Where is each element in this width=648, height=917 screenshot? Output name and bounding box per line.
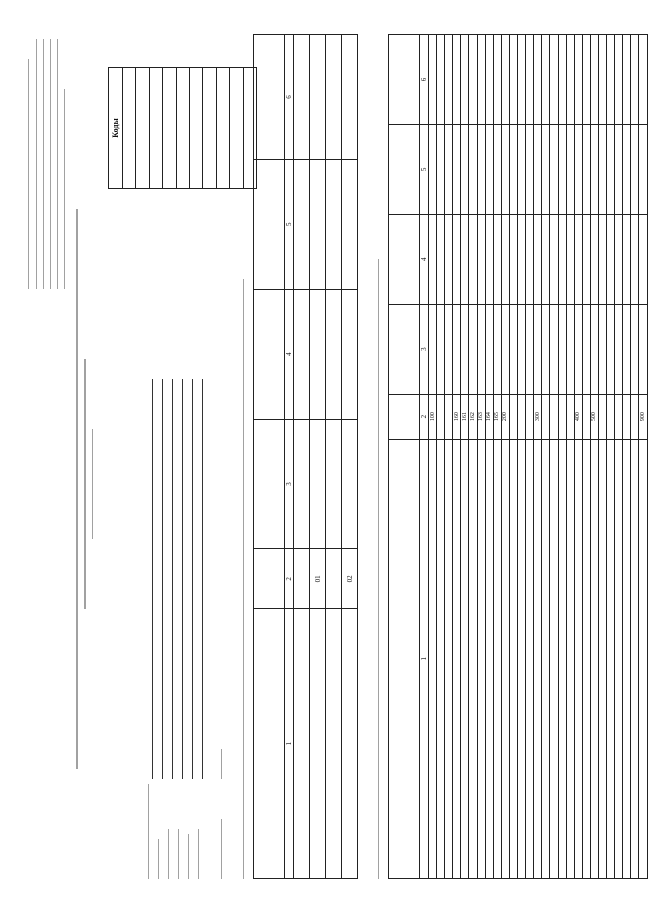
row-name [518,439,526,878]
table-row [558,35,566,879]
row-code: 161 [461,394,469,439]
value-cell[interactable] [639,304,647,394]
column-number: 5 [420,124,429,214]
value-cell[interactable] [542,35,550,125]
value-cell[interactable] [550,124,558,214]
value-cell[interactable] [477,35,485,125]
value-cell[interactable] [582,124,590,214]
codes-box-row [203,68,216,188]
row-code: 200 [501,394,509,439]
codes-box [108,67,257,189]
value-cell[interactable] [501,35,509,125]
codes-box-row [177,68,190,188]
header-cell [389,35,420,125]
row-code [615,394,623,439]
row-code [445,394,453,439]
table-row [326,35,342,879]
header-cell [254,419,285,549]
value-cell[interactable] [493,304,501,394]
table-row [437,35,445,879]
row-name [607,439,615,878]
value-cell[interactable] [582,214,590,304]
value-cell[interactable] [294,419,310,549]
value-cell[interactable] [310,35,326,160]
subsidy-table [253,34,358,879]
value-cell[interactable] [566,214,574,304]
appendix-text-line-1 [36,39,37,289]
row-name [310,609,326,879]
value-cell[interactable] [598,35,606,125]
row-code [566,394,574,439]
value-cell[interactable] [534,124,542,214]
column-number: 5 [285,159,294,289]
value-cell[interactable] [453,124,461,214]
table-row [615,35,623,879]
value-cell[interactable] [607,304,615,394]
row-code: 165 [493,394,501,439]
form-title-line-2 [84,359,86,609]
value-cell[interactable] [631,35,639,125]
value-cell[interactable] [509,214,517,304]
table-row [526,35,534,879]
row-name [550,439,558,878]
value-cell[interactable] [518,214,526,304]
section-2-heading [378,259,379,879]
value-cell[interactable] [493,35,501,125]
header-cell [254,35,285,160]
appendix-text-line-3 [50,39,51,289]
row-name [326,609,342,879]
column-number: 4 [285,289,294,419]
row-name [639,439,647,878]
row-code [526,394,534,439]
value-cell[interactable] [342,419,358,549]
table-row [445,35,453,879]
column-number: 1 [420,439,429,878]
value-cell[interactable] [342,35,358,160]
value-cell[interactable] [477,124,485,214]
value-cell[interactable] [623,304,631,394]
value-cell[interactable] [501,124,509,214]
table-header-row [389,35,420,879]
section-1-heading [243,279,244,879]
table-row [518,35,526,879]
value-cell[interactable] [477,304,485,394]
row-code [607,394,615,439]
value-cell[interactable] [566,124,574,214]
value-cell[interactable] [574,124,582,214]
row-code: 160 [453,394,461,439]
row-code: 100 [429,394,437,439]
value-cell[interactable] [558,214,566,304]
value-cell[interactable] [429,35,437,125]
table-row [550,35,558,879]
rotated-form [8,8,646,909]
row-code: 400 [574,394,582,439]
value-cell[interactable] [461,304,469,394]
value-cell[interactable] [429,304,437,394]
header-cell [254,289,285,419]
value-cell[interactable] [550,214,558,304]
value-cell[interactable] [493,124,501,214]
header-field-line [182,379,183,779]
table-row [623,35,631,879]
value-cell[interactable] [590,124,598,214]
value-cell[interactable] [453,304,461,394]
value-cell[interactable] [542,124,550,214]
value-cell[interactable] [615,214,623,304]
row-name [461,439,469,878]
row-code [631,394,639,439]
value-cell[interactable] [461,35,469,125]
header-cell [389,304,420,394]
column-number: 3 [420,304,429,394]
value-cell[interactable] [501,304,509,394]
row-name [566,439,574,878]
table-row [590,35,598,879]
header-cell [254,159,285,289]
value-cell[interactable] [607,214,615,304]
value-cell[interactable] [615,124,623,214]
value-cell[interactable] [574,35,582,125]
value-cell[interactable] [501,214,509,304]
value-cell[interactable] [429,214,437,304]
table-header-row [254,35,285,879]
row-name [582,439,590,878]
table-row [509,35,517,879]
value-cell[interactable] [485,124,493,214]
row-name [469,439,477,878]
column-number: 6 [420,35,429,125]
value-cell[interactable] [607,124,615,214]
codes-box-row [190,68,203,188]
value-cell[interactable] [534,304,542,394]
value-cell[interactable] [566,304,574,394]
header-cell [389,124,420,214]
value-cell[interactable] [485,304,493,394]
row-code [598,394,606,439]
value-cell[interactable] [518,304,526,394]
row-code: 500 [590,394,598,439]
header-field-label [158,839,159,879]
value-cell[interactable] [518,35,526,125]
codes-box-row [217,68,230,188]
value-cell[interactable] [469,304,477,394]
value-cell[interactable] [566,35,574,125]
value-cell[interactable] [445,304,453,394]
row-code [558,394,566,439]
value-cell[interactable] [623,124,631,214]
column-number: 6 [285,35,294,160]
header-field-label [178,829,179,879]
value-cell[interactable] [437,214,445,304]
row-name [534,439,542,878]
value-cell[interactable] [461,124,469,214]
value-cell[interactable] [453,35,461,125]
column-number: 2 [285,549,294,609]
table-row [542,35,550,879]
value-cell[interactable] [326,419,342,549]
table-row [607,35,615,879]
value-cell[interactable] [518,124,526,214]
value-cell[interactable] [326,35,342,160]
value-cell[interactable] [310,419,326,549]
header-field-line [202,379,203,779]
value-cell[interactable] [437,35,445,125]
header-field-line [192,379,193,779]
row-code [518,394,526,439]
row-code: 163 [477,394,485,439]
table-row [582,35,590,879]
header-field-label [221,819,222,879]
row-name [509,439,517,878]
value-cell[interactable] [598,214,606,304]
header-cell [389,214,420,304]
value-cell[interactable] [631,304,639,394]
row-name [526,439,534,878]
codes-box-row [123,68,136,188]
header-field-line [172,379,173,779]
value-cell[interactable] [574,304,582,394]
header-field-label [198,829,199,879]
value-cell[interactable] [477,214,485,304]
value-cell[interactable] [526,214,534,304]
value-cell[interactable] [534,35,542,125]
header-cell [389,439,420,878]
value-cell[interactable] [542,214,550,304]
table-row [639,35,647,879]
row-code: 01 [310,549,326,609]
value-cell[interactable] [590,304,598,394]
value-cell[interactable] [437,124,445,214]
row-code: 300 [534,394,542,439]
header-field-label [148,784,149,879]
value-cell[interactable] [598,304,606,394]
column-number-row [285,35,294,879]
value-cell[interactable] [453,214,461,304]
row-code [294,549,310,609]
value-cell[interactable] [631,214,639,304]
value-cell[interactable] [550,35,558,125]
table-row [534,35,542,879]
codes-box-row [230,68,243,188]
value-cell[interactable] [607,35,615,125]
value-cell[interactable] [526,35,534,125]
value-cell[interactable] [558,35,566,125]
value-cell[interactable] [639,124,647,214]
column-number: 2 [420,394,429,439]
appendix-number-line [28,59,29,289]
row-code [437,394,445,439]
value-cell[interactable] [294,159,310,289]
appendix-text-line-2 [43,39,44,289]
row-code: 02 [342,549,358,609]
value-cell[interactable] [485,35,493,125]
row-name [294,609,310,879]
value-cell[interactable] [623,35,631,125]
report-date-line [92,429,93,539]
row-code [326,549,342,609]
value-cell[interactable] [469,35,477,125]
table-row [453,35,461,879]
header-cell [389,394,420,439]
value-cell[interactable] [623,214,631,304]
form-content [8,8,646,909]
value-cell[interactable] [469,124,477,214]
value-cell[interactable] [445,124,453,214]
value-cell[interactable] [445,35,453,125]
value-cell[interactable] [294,289,310,419]
value-cell[interactable] [310,159,326,289]
row-name [493,439,501,878]
row-name [429,439,437,878]
value-cell[interactable] [429,124,437,214]
row-name [598,439,606,878]
appendix-text-line-5 [64,89,65,289]
row-code [623,394,631,439]
appendix-text-line-4 [57,39,58,289]
table-row [342,35,358,879]
row-name [631,439,639,878]
value-cell[interactable] [445,214,453,304]
value-cell[interactable] [342,159,358,289]
row-code [582,394,590,439]
row-name [615,439,623,878]
header-field-line [162,379,163,779]
row-name [574,439,582,878]
column-number: 1 [285,609,294,879]
value-cell[interactable] [342,289,358,419]
table-row [631,35,639,879]
value-cell[interactable] [294,35,310,160]
value-cell[interactable] [469,214,477,304]
row-name [445,439,453,878]
row-name [485,439,493,878]
value-cell[interactable] [437,304,445,394]
value-cell[interactable] [639,35,647,125]
row-code: 164 [485,394,493,439]
row-name [477,439,485,878]
table-row [485,35,493,879]
value-cell[interactable] [310,289,326,419]
table-row [501,35,509,879]
row-name [437,439,445,878]
value-cell[interactable] [485,214,493,304]
header-field-label [168,829,169,879]
form-title-line-1 [76,209,78,769]
row-name [453,439,461,878]
value-cell[interactable] [574,214,582,304]
value-cell[interactable] [509,304,517,394]
codes-box-row [150,68,163,188]
codes-box-title: Коды [109,68,123,188]
row-code [509,394,517,439]
table-row [469,35,477,879]
header-field-value [221,749,222,779]
row-name [558,439,566,878]
table-row [566,35,574,879]
value-cell[interactable] [615,304,623,394]
value-cell[interactable] [590,214,598,304]
table-row [493,35,501,879]
value-cell[interactable] [534,214,542,304]
table-row [294,35,310,879]
table-row [461,35,469,879]
table-row [429,35,437,879]
row-code [550,394,558,439]
value-cell[interactable] [526,304,534,394]
value-cell[interactable] [326,289,342,419]
row-name [501,439,509,878]
row-name [342,609,358,879]
value-cell[interactable] [582,35,590,125]
value-cell[interactable] [639,214,647,304]
table-row [598,35,606,879]
header-field-line [152,379,153,779]
codes-box-row [136,68,149,188]
value-cell[interactable] [526,124,534,214]
header-field-label [188,834,189,879]
value-cell[interactable] [550,304,558,394]
value-cell[interactable] [558,304,566,394]
value-cell[interactable] [590,35,598,125]
value-cell[interactable] [493,214,501,304]
header-cell [254,549,285,609]
table-row [310,35,326,879]
row-name [590,439,598,878]
codes-box-row [163,68,176,188]
column-number: 3 [285,419,294,549]
row-code: 900 [639,394,647,439]
table-row [574,35,582,879]
value-cell[interactable] [326,159,342,289]
document-page [8,8,646,909]
value-cell[interactable] [542,304,550,394]
value-cell[interactable] [461,214,469,304]
header-cell [254,609,285,879]
row-name [542,439,550,878]
table-row [477,35,485,879]
value-cell[interactable] [509,124,517,214]
row-code [542,394,550,439]
expenses-table [388,34,648,879]
row-code: 162 [469,394,477,439]
value-cell[interactable] [558,124,566,214]
value-cell[interactable] [631,124,639,214]
value-cell[interactable] [509,35,517,125]
column-number-row [420,35,429,879]
row-name [623,439,631,878]
value-cell[interactable] [615,35,623,125]
value-cell[interactable] [582,304,590,394]
value-cell[interactable] [598,124,606,214]
column-number: 4 [420,214,429,304]
